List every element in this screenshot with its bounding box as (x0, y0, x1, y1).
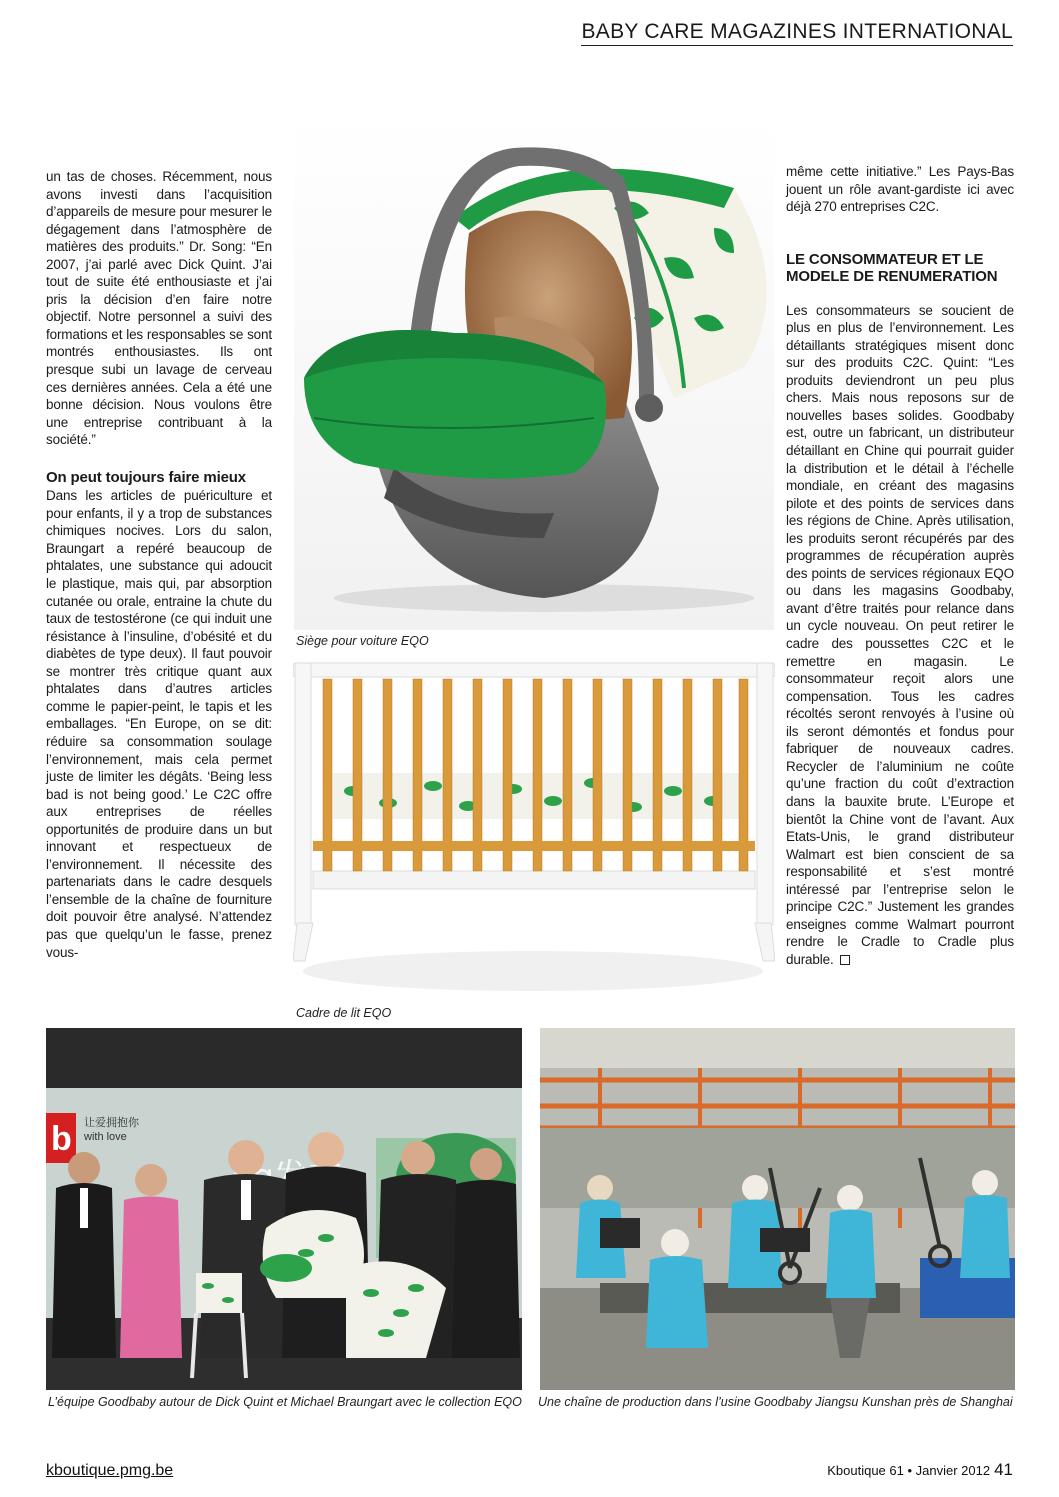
left-subheading: On peut toujours faire mieux (46, 468, 246, 486)
car-seat-photo (294, 118, 774, 630)
stage-logo-char: b (51, 1120, 72, 1158)
right-column (786, 163, 1014, 968)
footer-issue-info (827, 1460, 1013, 1480)
right-paragraph-2 (786, 302, 1014, 969)
end-of-article-mark (840, 955, 850, 965)
crib-caption: Cadre de lit EQO (296, 1006, 392, 1020)
factory-illustration (540, 1028, 1015, 1390)
factory-caption: Une chaîne de production dans l’usine Goodbaby Jiangsu Kunshan près de Shanghai (538, 1395, 1013, 1409)
crib-photo (293, 661, 775, 1003)
factory-photo (540, 1028, 1015, 1390)
crib-illustration (293, 661, 775, 1003)
left-paragraph-2: Dans les articles de puériculture et pour enfants, il y a trop de substances chimiques nocives. Lors du salon, Braungart a repéré beaucoup de phtalates, une substance qui adoucit le plastique, mais qui, par absorption cutanée ou orale, entraine la chute du taux de testostérone (ce qui induit une résistance à l’insuline, d’obésité et du diabètes de type deux). Il faut pouvoir se montrer très critique quant aux phtalates dans d’autres articles comme le papier-peint, le tapis et les emballages. “En Europe, on se dit: réduire sa consommation soulage l’environnement, mais cela permet juste de limiter les dégâts. ‘Being less bad is not being good.’ Le C2C offre aux entreprises de réelles opportunités de produire dans un but innovant et respectueux de l’environnement. Il nécessite des partenariats dans le cadre desquels l’ensemble de la chaîne de fourniture doit pouvoir être analysé. N’attendez pas que quelqu’un le fasse, prenez vous- (46, 488, 272, 960)
left-column (46, 168, 272, 961)
team-photo (46, 1028, 522, 1390)
stage-slogan-en: with love (84, 1131, 127, 1143)
team-caption: L’équipe Goodbaby autour de Dick Quint et Michael Braungart avec le collection EQO (48, 1395, 522, 1409)
stage-slogan-cn: 让爱拥抱你 (84, 1116, 139, 1129)
magazine-header: BABY CARE MAGAZINES INTERNATIONAL (581, 20, 1013, 46)
footer-website[interactable]: kboutique.pmg.be (46, 1462, 174, 1479)
page-number: 41 (994, 1460, 1013, 1479)
car-seat-caption: Siège pour voiture EQO (296, 634, 429, 648)
footer-issue: Kboutique 61 • Janvier 2012 (827, 1463, 991, 1478)
right-paragraph-2-text: Les consommateurs se soucient de plus en plus de l’environnement. Les détaillants stratégiques misent donc sur des produits C2C. Quint: “Les produits deviendront un peu plus chers. Mais nous reposons sur de nouvelles bases solides. Goodbaby est, outre un fabricant, un distributeur détaillant en Chine qui pourrait guider la distribution et le détail à l’échelle mondiale, en créant des magasins pilote et des points de services dans les régions de Chine. Après utilisation, les produits seront récupérés par des programmes de récupération auprès des points de services régionaux EQO ou dans les magasins Goodbaby, avant d’être traités pour relance dans un cycle nouveau. On peut retirer le cadre des poussettes C2C et le remettre en magasin. Le consommateur reçoit alors une compensation. Tous les cadres récoltés seront renvoyés à l’usine où ils seront démontés et fondus pour fabriquer de nouveaux cadres. Recycler de l’aluminium ne coûte qu’une fraction du coût d’extraction dans la bauxite brute. L’Europe et bientôt la Chine vont de l’avant. Aux Etats-Unis, le grand distributeur Walmart est bien conscient de sa responsabilité et s’est montré intéressé par l’entreprise selon le principe C2C.” Justement les grandes enseignes comme Walmart pourront rendre le Cradle to Cradle plus durable. (786, 302, 1014, 967)
left-paragraph-1: un tas de choses. Récemment, nous avons investi dans l’acquisition d’appareils de mesure pour mesurer le dégagement dans l’atmosphère de matières des produits.” Dr. Song: “En 2007, j’ai parlé avec Dick Quint. J’ai tout de suite été enthousiaste et j’ai pris la décision d’en faire notre objectif. Notre personnel a suivi des formations et les responsables se sont montrés enthousiastes. Ils ont presque subi un lavage de cerveau ces dernières années. Cela a été une bonne décision. Nous voulons être une entreprise contribuant à la société.” (46, 169, 272, 448)
right-subheading: LE CONSOMMATEUR ET LE MODELE DE RENUMERATION (786, 250, 998, 285)
car-seat-illustration (294, 118, 774, 630)
right-paragraph-1: même cette initiative.” Les Pays-Bas jouent un rôle avant-gardiste ici avec déjà 270 entreprises C2C. (786, 164, 1014, 215)
team-illustration (46, 1028, 522, 1390)
